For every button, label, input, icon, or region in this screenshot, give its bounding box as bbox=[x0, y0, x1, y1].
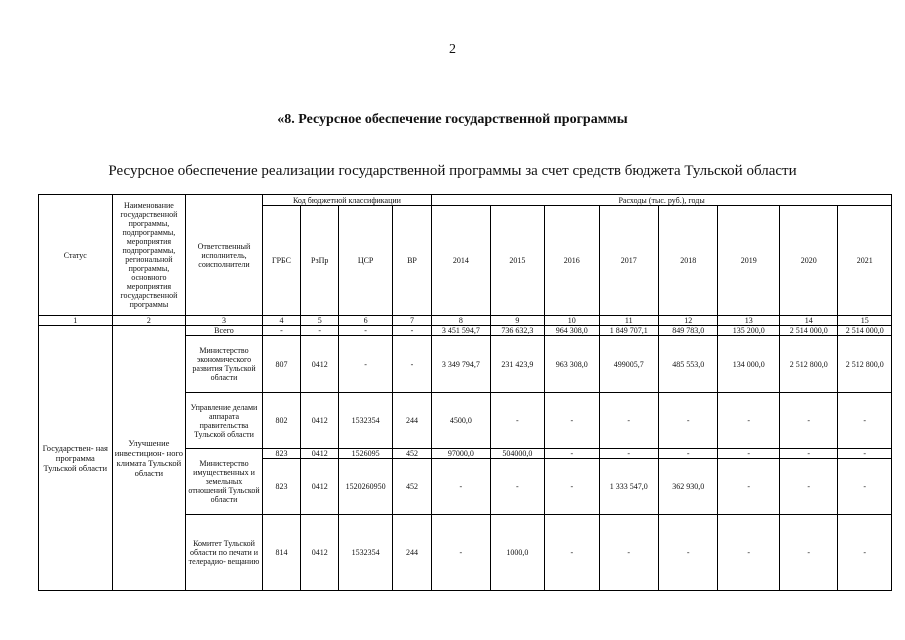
amount-cell: - bbox=[545, 515, 599, 591]
amount-cell: 1 333 547,0 bbox=[599, 459, 658, 515]
amount-cell: 499005,7 bbox=[599, 336, 658, 393]
column-number: 2 bbox=[112, 316, 186, 326]
status-cell: Государствен- ная программа Тульской области bbox=[39, 326, 113, 591]
executor-cell: Комитет Тульской области по печати и телерадио- вещанию bbox=[186, 515, 263, 591]
header-responsible: Ответственный исполнитель, соисполнители bbox=[186, 195, 263, 316]
amount-cell: 231 423,9 bbox=[490, 336, 544, 393]
amount-cell: - bbox=[779, 449, 837, 459]
header-year: 2016 bbox=[545, 206, 599, 316]
amount-cell: 134 000,0 bbox=[718, 336, 780, 393]
amount-cell: 963 308,0 bbox=[545, 336, 599, 393]
column-number: 13 bbox=[718, 316, 780, 326]
amount-cell: - bbox=[658, 393, 717, 449]
rzpr-cell: 0412 bbox=[301, 336, 339, 393]
section-heading: «8. Ресурсное обеспечение государственной программы bbox=[277, 112, 628, 127]
amount-cell: - bbox=[838, 449, 892, 459]
program-name-cell: Улучшение инвестицион- ного климата Тульской области bbox=[112, 326, 186, 591]
resource-table bbox=[38, 194, 892, 591]
amount-cell: - bbox=[545, 449, 599, 459]
csr-cell: 1520260950 bbox=[339, 459, 392, 515]
amount-cell: 2 512 800,0 bbox=[838, 336, 892, 393]
header-grbs: ГРБС bbox=[262, 206, 300, 316]
amount-cell: 3 451 594,7 bbox=[432, 326, 490, 336]
rzpr-cell: - bbox=[301, 326, 339, 336]
amount-cell: - bbox=[545, 393, 599, 449]
amount-cell: - bbox=[658, 449, 717, 459]
header-year: 2018 bbox=[658, 206, 717, 316]
amount-cell: 1 849 707,1 bbox=[599, 326, 658, 336]
amount-cell: - bbox=[490, 393, 544, 449]
amount-cell: - bbox=[432, 459, 490, 515]
column-number: 12 bbox=[658, 316, 717, 326]
amount-cell: - bbox=[718, 449, 780, 459]
amount-cell: 736 632,3 bbox=[490, 326, 544, 336]
rzpr-cell: 0412 bbox=[301, 459, 339, 515]
header-rzpr: РзПр bbox=[301, 206, 339, 316]
csr-cell: 1532354 bbox=[339, 393, 392, 449]
header-expenses: Расходы (тыс. руб.), годы bbox=[432, 195, 892, 206]
amount-cell: - bbox=[838, 393, 892, 449]
column-number: 10 bbox=[545, 316, 599, 326]
column-number: 14 bbox=[779, 316, 837, 326]
amount-cell: - bbox=[718, 459, 780, 515]
header-year: 2017 bbox=[599, 206, 658, 316]
grbs-cell: 814 bbox=[262, 515, 300, 591]
vr-cell: 244 bbox=[392, 515, 431, 591]
amount-cell: 2 514 000,0 bbox=[838, 326, 892, 336]
csr-cell: 1532354 bbox=[339, 515, 392, 591]
column-number: 5 bbox=[301, 316, 339, 326]
amount-cell: - bbox=[838, 459, 892, 515]
header-vr: ВР bbox=[392, 206, 431, 316]
amount-cell: - bbox=[545, 459, 599, 515]
header-year: 2021 bbox=[838, 206, 892, 316]
executor-cell: Министерство имущественных и земельных отношений Тульской области bbox=[186, 449, 263, 515]
executor-cell: Министерство экономического развития Тульской области bbox=[186, 336, 263, 393]
table-caption: Ресурсное обеспечение реализации государственной программы за счет средств бюджета Тульской области bbox=[108, 163, 797, 179]
column-number: 3 bbox=[186, 316, 263, 326]
header-budget-code: Код бюджетной классификации bbox=[262, 195, 431, 206]
vr-cell: 244 bbox=[392, 393, 431, 449]
amount-cell: - bbox=[599, 393, 658, 449]
amount-cell: 485 553,0 bbox=[658, 336, 717, 393]
rzpr-cell: 0412 bbox=[301, 449, 339, 459]
column-number: 15 bbox=[838, 316, 892, 326]
column-number: 6 bbox=[339, 316, 392, 326]
header-year: 2019 bbox=[718, 206, 780, 316]
amount-cell: - bbox=[599, 449, 658, 459]
amount-cell: - bbox=[599, 515, 658, 591]
amount-cell: 2 512 800,0 bbox=[779, 336, 837, 393]
amount-cell: - bbox=[779, 459, 837, 515]
amount-cell: 1000,0 bbox=[490, 515, 544, 591]
column-number-row bbox=[39, 316, 892, 326]
page-number: 2 bbox=[449, 42, 456, 57]
column-number: 4 bbox=[262, 316, 300, 326]
executor-cell: Управление делами аппарата правительства Тульской области bbox=[186, 393, 263, 449]
amount-cell: 362 930,0 bbox=[658, 459, 717, 515]
amount-cell: - bbox=[779, 393, 837, 449]
amount-cell: 3 349 794,7 bbox=[432, 336, 490, 393]
vr-cell: 452 bbox=[392, 459, 431, 515]
column-number: 11 bbox=[599, 316, 658, 326]
amount-cell: - bbox=[658, 515, 717, 591]
header-year: 2014 bbox=[432, 206, 490, 316]
grbs-cell: 807 bbox=[262, 336, 300, 393]
table-row bbox=[39, 326, 892, 336]
amount-cell: 964 308,0 bbox=[545, 326, 599, 336]
grbs-cell: 802 bbox=[262, 393, 300, 449]
column-number: 7 bbox=[392, 316, 431, 326]
amount-cell: 135 200,0 bbox=[718, 326, 780, 336]
rzpr-cell: 0412 bbox=[301, 515, 339, 591]
executor-cell: Всего bbox=[186, 326, 263, 336]
amount-cell: 849 783,0 bbox=[658, 326, 717, 336]
column-number: 8 bbox=[432, 316, 490, 326]
header-year: 2020 bbox=[779, 206, 837, 316]
header-year: 2015 bbox=[490, 206, 544, 316]
amount-cell: 504000,0 bbox=[490, 449, 544, 459]
amount-cell: - bbox=[718, 515, 780, 591]
rzpr-cell: 0412 bbox=[301, 393, 339, 449]
grbs-cell: 823 bbox=[262, 449, 300, 459]
header-name: Наименование государственной программы, подпрограммы, мероприятия подпрограммы, региональной программы, основного мероприятия государственной программы bbox=[112, 195, 186, 316]
amount-cell: - bbox=[718, 393, 780, 449]
grbs-cell: - bbox=[262, 326, 300, 336]
csr-cell: 1526095 bbox=[339, 449, 392, 459]
amount-cell: - bbox=[779, 515, 837, 591]
amount-cell: 97000,0 bbox=[432, 449, 490, 459]
header-csr: ЦСР bbox=[339, 206, 392, 316]
amount-cell: - bbox=[838, 515, 892, 591]
column-number: 1 bbox=[39, 316, 113, 326]
csr-cell: - bbox=[339, 336, 392, 393]
header-status: Статус bbox=[39, 195, 113, 316]
amount-cell: 2 514 000,0 bbox=[779, 326, 837, 336]
csr-cell: - bbox=[339, 326, 392, 336]
grbs-cell: 823 bbox=[262, 459, 300, 515]
amount-cell: - bbox=[490, 459, 544, 515]
amount-cell: 4500,0 bbox=[432, 393, 490, 449]
vr-cell: - bbox=[392, 326, 431, 336]
column-number: 9 bbox=[490, 316, 544, 326]
amount-cell: - bbox=[432, 515, 490, 591]
vr-cell: 452 bbox=[392, 449, 431, 459]
vr-cell: - bbox=[392, 336, 431, 393]
